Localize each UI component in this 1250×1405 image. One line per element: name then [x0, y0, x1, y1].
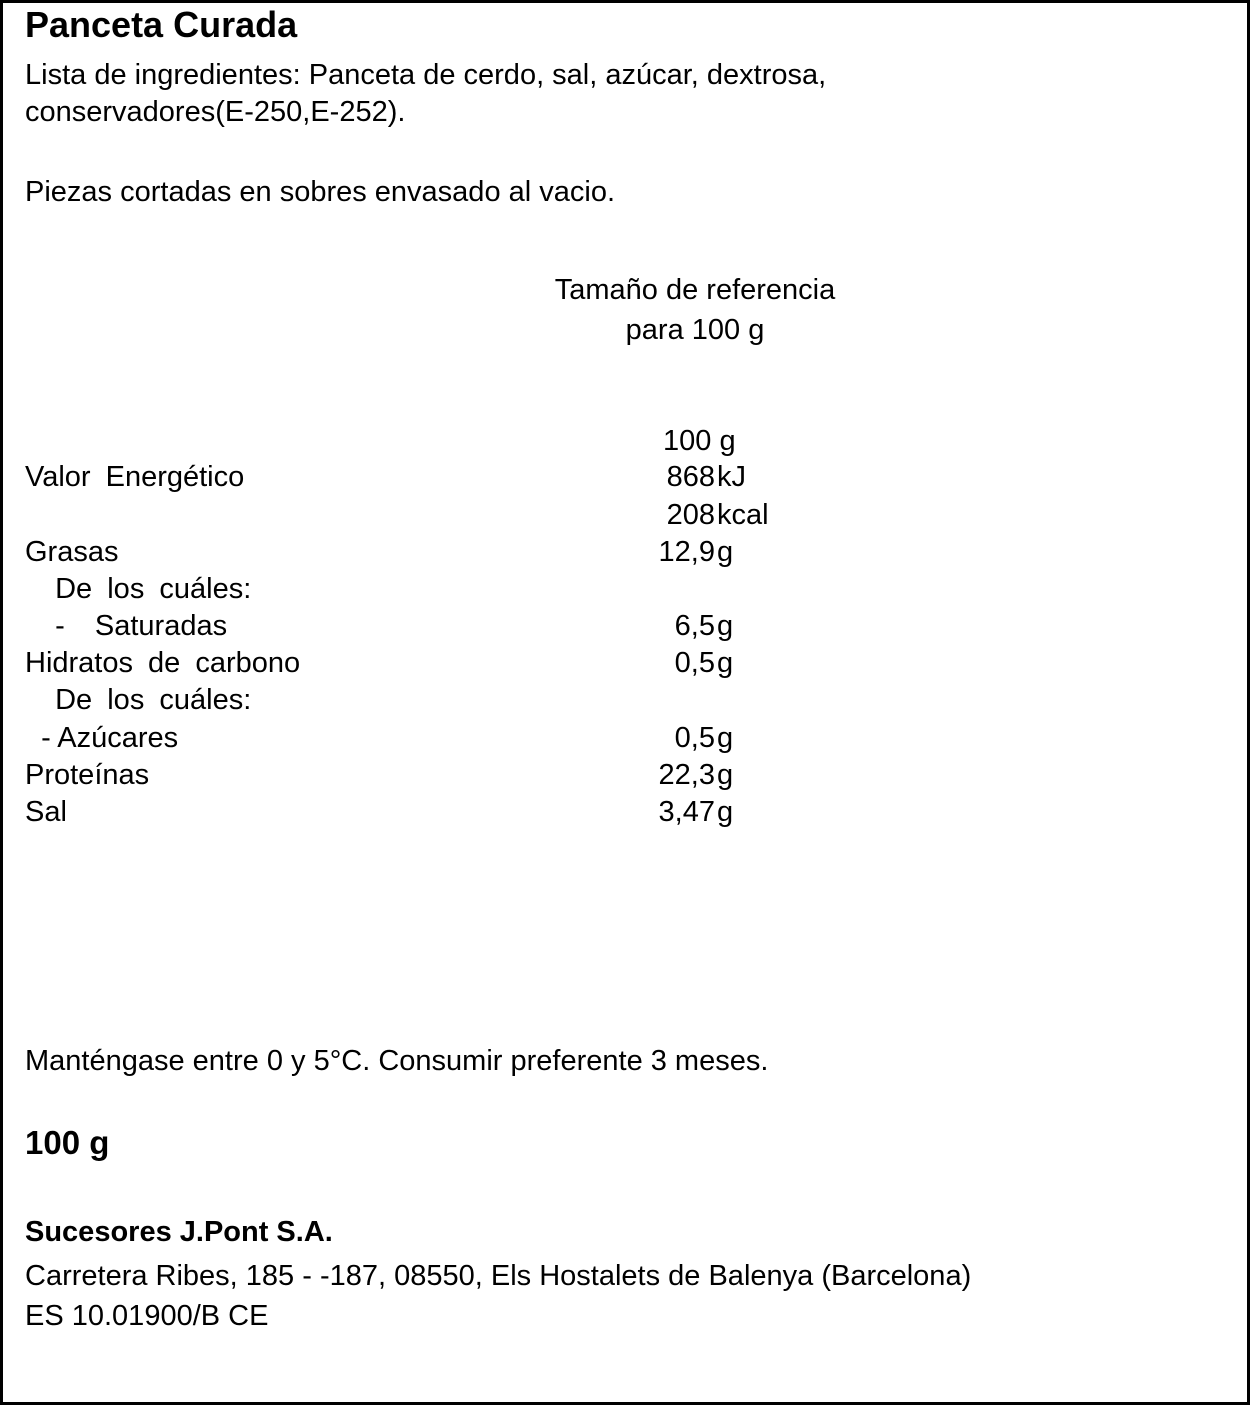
storage-instructions: Manténgase entre 0 y 5°C. Consumir preferente 3 meses. — [25, 1045, 769, 1077]
row-unit-energy-kj: kJ — [717, 461, 746, 493]
row-label-of-which-2: De los cuáles: — [25, 684, 252, 716]
nutrition-header-line-1: Tamaño de referencia — [554, 274, 836, 306]
row-value-sugars: 0,5 — [674, 722, 715, 754]
row-value-salt: 3,47 — [658, 796, 715, 828]
row-value-fat: 12,9 — [658, 536, 715, 568]
row-unit-carbohydrates: g — [717, 647, 734, 679]
row-unit-fat: g — [717, 536, 734, 568]
row-label-carbohydrates: Hidratos de carbono — [25, 647, 301, 679]
row-value-protein: 22,3 — [658, 759, 715, 791]
row-value-saturated: 6,5 — [674, 610, 715, 642]
row-unit-sugars: g — [717, 722, 734, 754]
row-unit-saturated: g — [717, 610, 734, 642]
row-unit-protein: g — [717, 759, 734, 791]
row-unit-salt: g — [717, 796, 734, 828]
company-address: Carretera Ribes, 185 - -187, 08550, Els Hostalets de Balenya (Barcelona) — [25, 1260, 972, 1292]
row-label-of-which-1: De los cuáles: — [25, 573, 252, 605]
ingredients-line-2: conservadores(E-250,E-252). — [25, 96, 406, 128]
row-label-fat: Grasas — [25, 536, 119, 568]
row-label-protein: Proteínas — [25, 759, 150, 791]
row-value-energy-kj: 868 — [666, 461, 715, 493]
row-label-sugars: - Azúcares — [25, 722, 179, 754]
health-registry: ES 10.01900/B CE — [25, 1300, 269, 1332]
product-description: Piezas cortadas en sobres envasado al vacio. — [25, 176, 616, 208]
ingredients-line-1: Lista de ingredientes: Panceta de cerdo, sal, azúcar, dextrosa, — [25, 59, 827, 91]
row-unit-energy-kcal: kcal — [717, 499, 769, 531]
net-weight: 100 g — [25, 1124, 110, 1161]
row-value-energy-kcal: 208 — [666, 499, 715, 531]
row-label-energy: Valor Energético — [25, 461, 245, 493]
nutrition-header-line-2: para 100 g — [625, 314, 765, 346]
product-title: Panceta Curada — [25, 4, 298, 45]
company-name: Sucesores J.Pont S.A. — [25, 1216, 333, 1248]
row-value-carbohydrates: 0,5 — [674, 647, 715, 679]
row-label-saturated: - Saturadas — [25, 610, 228, 642]
nutrition-column-heading: 100 g — [663, 425, 736, 457]
row-label-salt: Sal — [25, 796, 67, 828]
